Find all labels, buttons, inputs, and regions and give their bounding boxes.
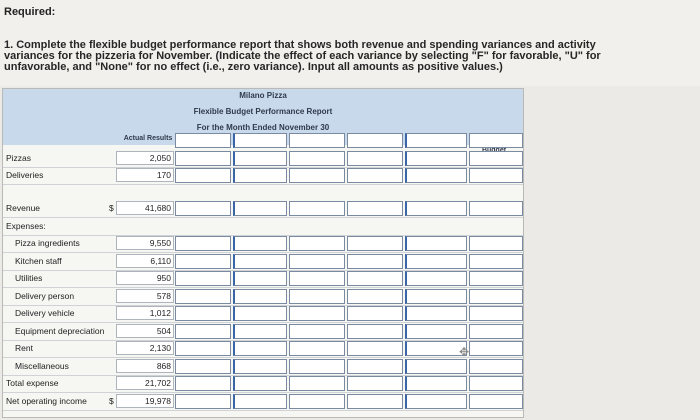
required-label: Required: (4, 6, 56, 18)
input-cell[interactable] (175, 324, 231, 339)
actual-amount: 950 (116, 271, 174, 285)
input-cell[interactable] (347, 306, 403, 321)
input-cell[interactable] (405, 133, 467, 148)
input-cell[interactable] (175, 394, 231, 409)
input-cell[interactable] (347, 324, 403, 339)
dollar-sign: $ (109, 395, 114, 406)
input-cell[interactable] (233, 306, 287, 321)
input-cell[interactable] (233, 151, 287, 166)
row-label: Delivery person (15, 290, 75, 301)
input-cell[interactable] (469, 201, 523, 216)
input-cell[interactable] (175, 306, 231, 321)
input-cell[interactable] (469, 289, 523, 304)
input-cell[interactable] (289, 359, 345, 374)
row-label: Deliveries (6, 170, 44, 180)
company-name: Milano Pizza (239, 91, 287, 100)
input-cell[interactable] (405, 254, 467, 269)
row-label: Total expense (6, 378, 59, 388)
input-cell[interactable] (233, 133, 287, 148)
input-cell[interactable] (289, 394, 345, 409)
input-cell[interactable] (405, 359, 467, 374)
input-cell[interactable] (347, 394, 403, 409)
input-cell[interactable] (289, 236, 345, 251)
input-cell[interactable] (175, 289, 231, 304)
input-cell[interactable] (289, 341, 345, 356)
input-cell[interactable] (289, 289, 345, 304)
input-cell[interactable] (405, 306, 467, 321)
actual-amount: 41,680 (116, 201, 174, 215)
flexible-budget-report (2, 88, 524, 418)
input-cell[interactable] (347, 341, 403, 356)
actual-amount: 6,110 (116, 254, 174, 268)
input-cell[interactable] (289, 201, 345, 216)
input-cell[interactable] (289, 254, 345, 269)
input-cell[interactable] (175, 133, 231, 148)
input-cell[interactable] (347, 236, 403, 251)
input-cell[interactable] (347, 376, 403, 391)
input-cell[interactable] (289, 151, 345, 166)
input-cell[interactable] (233, 201, 287, 216)
actual-amount: 868 (116, 359, 174, 373)
input-cell[interactable] (469, 236, 523, 251)
input-cell[interactable] (405, 341, 467, 356)
input-cell[interactable] (347, 133, 403, 148)
row-label: Miscellaneous (15, 360, 69, 371)
input-cell[interactable] (233, 394, 287, 409)
input-cell[interactable] (175, 254, 231, 269)
instructions-panel (0, 0, 700, 86)
dollar-sign: $ (109, 203, 114, 213)
actual-amount: 9,550 (116, 236, 174, 250)
input-cell[interactable] (233, 236, 287, 251)
row-divider (3, 410, 523, 411)
input-cell[interactable] (175, 376, 231, 391)
input-cell[interactable] (347, 289, 403, 304)
input-cell[interactable] (347, 201, 403, 216)
row-label: Revenue (6, 203, 41, 213)
input-cell[interactable] (469, 341, 523, 356)
input-cell[interactable] (175, 341, 231, 356)
row-divider (3, 184, 523, 185)
input-cell[interactable] (405, 151, 467, 166)
row-label: Pizza ingredients (15, 238, 80, 248)
input-cell[interactable] (175, 271, 231, 286)
input-cell[interactable] (469, 306, 523, 321)
actual-amount: 2,130 (116, 341, 174, 355)
input-cell[interactable] (233, 376, 287, 391)
input-cell[interactable] (289, 376, 345, 391)
report-title: Flexible Budget Performance Report (193, 107, 333, 116)
actual-amount: 504 (116, 324, 174, 338)
input-cell[interactable] (469, 394, 523, 409)
input-cell[interactable] (347, 151, 403, 166)
input-cell[interactable] (233, 254, 287, 269)
input-cell[interactable] (175, 201, 231, 216)
input-cell[interactable] (289, 271, 345, 286)
input-cell[interactable] (469, 324, 523, 339)
input-cell[interactable] (405, 201, 467, 216)
input-cell[interactable] (289, 306, 345, 321)
input-cell[interactable] (469, 376, 523, 391)
row-divider (3, 217, 523, 218)
input-cell[interactable] (405, 271, 467, 286)
input-cell[interactable] (405, 168, 467, 183)
input-cell[interactable] (405, 324, 467, 339)
input-cell[interactable] (175, 151, 231, 166)
row-label: Delivery vehicle (15, 308, 75, 318)
input-cell[interactable] (233, 271, 287, 286)
input-cell[interactable] (233, 359, 287, 374)
input-cell[interactable] (469, 271, 523, 286)
input-cell[interactable] (233, 341, 287, 356)
input-cell[interactable] (405, 236, 467, 251)
input-cell[interactable] (469, 151, 523, 166)
row-label: Equipment depreciation (15, 325, 105, 336)
input-cell[interactable] (233, 168, 287, 183)
input-cell[interactable] (347, 271, 403, 286)
input-cell[interactable] (405, 394, 467, 409)
input-cell[interactable] (347, 168, 403, 183)
input-cell[interactable] (405, 376, 467, 391)
input-cell[interactable] (347, 254, 403, 269)
input-cell[interactable] (289, 133, 345, 148)
row-label: Net operating income (6, 395, 87, 406)
input-cell[interactable] (469, 168, 523, 183)
actual-amount: 170 (116, 168, 174, 182)
actual-amount: 1,012 (116, 306, 174, 320)
col-actual-results: Actual Results (123, 135, 173, 142)
input-cell[interactable] (175, 359, 231, 374)
input-cell[interactable] (289, 168, 345, 183)
row-label: Utilities (15, 273, 43, 283)
instructions-text: 1. Complete the flexible budget performance report that shows both revenue and spending variances and activity variances for the pizzeria for November. (Indicate the effect of each variance by selecting "F" for favorable, "U" for unfavorable, and "None" for no effect (i.e., zero variance). Input all amounts as positive values.) (4, 39, 601, 73)
actual-amount: 21,702 (116, 376, 174, 390)
actual-amount: 578 (116, 289, 174, 303)
input-cell[interactable] (469, 254, 523, 269)
input-cell[interactable] (347, 359, 403, 374)
input-cell[interactable] (233, 289, 287, 304)
input-cell[interactable] (175, 168, 231, 183)
input-cell[interactable] (469, 133, 523, 148)
row-label: Kitchen staff (15, 255, 62, 266)
input-cell[interactable] (405, 289, 467, 304)
input-cell[interactable] (289, 324, 345, 339)
cursor-crosshair-icon: ✥ (459, 345, 470, 359)
report-period: For the Month Ended November 30 (196, 123, 330, 132)
row-label: Pizzas (6, 153, 32, 163)
row-label: Rent (15, 343, 33, 353)
input-cell[interactable] (233, 324, 287, 339)
row-label: Expenses: (6, 220, 46, 231)
input-cell[interactable] (469, 359, 523, 374)
input-cell[interactable] (175, 236, 231, 251)
actual-amount: 2,050 (116, 151, 174, 165)
actual-amount: 19,978 (116, 394, 174, 408)
